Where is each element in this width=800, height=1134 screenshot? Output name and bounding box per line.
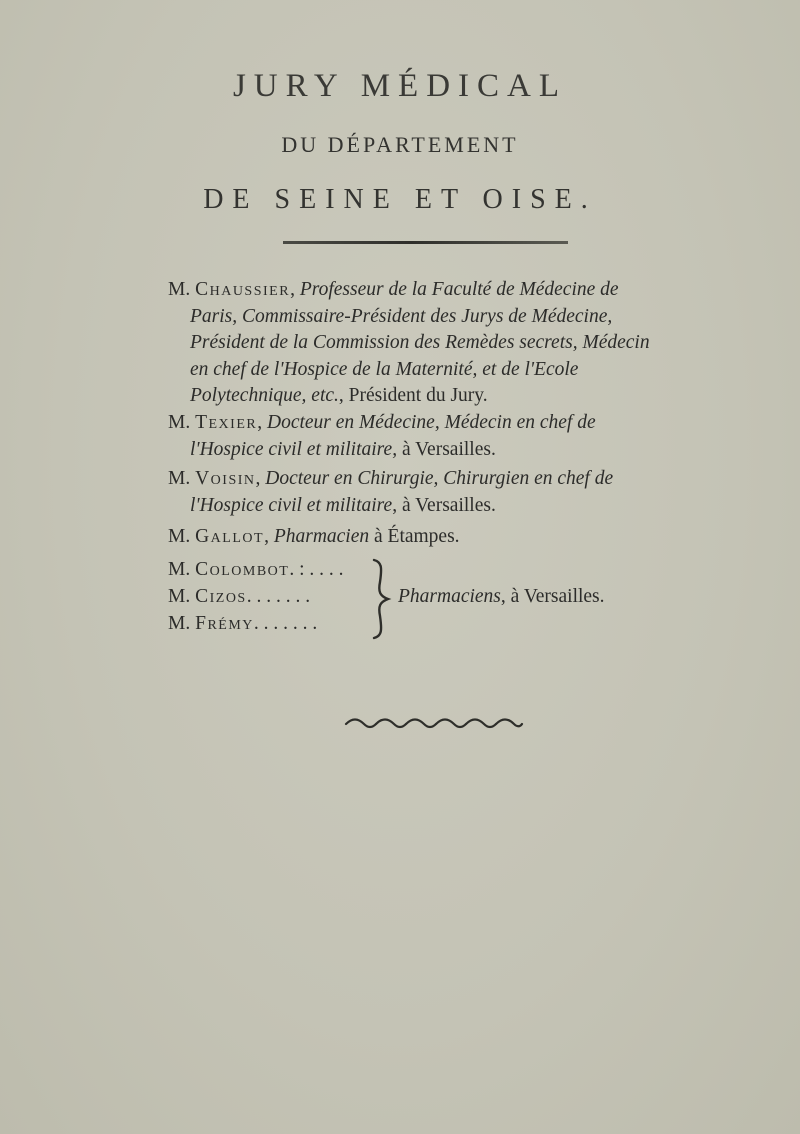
- pharmacist-row: [168, 583, 310, 610]
- entry-line: l'Hospice civil et militaire: [190, 494, 393, 516]
- ornament-divider-icon: [344, 716, 524, 732]
- entry-line: l'Hospice civil et militaire,: [190, 438, 398, 460]
- entry-name: Gallot: [195, 526, 265, 547]
- entry-separator: ,: [257, 412, 263, 433]
- entry-name: Frémy: [195, 613, 254, 634]
- pharmacist-row: [168, 610, 317, 637]
- curly-brace-icon: [368, 558, 392, 640]
- entry-separator: ,: [255, 468, 261, 489]
- entry-name: Chaussier: [195, 279, 291, 300]
- entry-prefix: M.: [168, 613, 191, 634]
- entry-prefix: M.: [168, 412, 191, 433]
- entry-line: Polytechnique, etc.: [190, 385, 339, 406]
- entry-name: Texier: [195, 412, 258, 433]
- role-title: Pharmaciens: [398, 586, 501, 607]
- entry-line: Docteur en Chirurgie, Chirurgien en chef de: [265, 468, 614, 489]
- leader-dots: . . . . . . .: [246, 586, 311, 607]
- leader-dots: . : . . . .: [289, 559, 344, 580]
- entry-gallot: [168, 524, 728, 551]
- entry-prefix: M.: [168, 468, 191, 489]
- role-location: , à Versailles.: [500, 586, 605, 607]
- entry-prefix: M.: [168, 559, 191, 580]
- entry-chaussier: [168, 277, 728, 410]
- entry-prefix: M.: [168, 279, 191, 300]
- entry-prefix: M.: [168, 586, 191, 607]
- pharmacists-role: [398, 583, 605, 610]
- entry-line: Paris, Commissaire-Président des Jurys de Médecine,: [190, 305, 613, 327]
- entry-voisin: [168, 466, 728, 519]
- entry-line: à Versailles.: [397, 438, 496, 460]
- entry-name: Cizos: [195, 586, 247, 607]
- pharmacist-row: [168, 556, 344, 583]
- entry-line: , Président du Jury.: [338, 385, 488, 406]
- entry-name: Colombot: [195, 559, 290, 580]
- entry-texier: [168, 410, 728, 463]
- entry-separator: ,: [290, 279, 295, 300]
- entry-separator: ,: [264, 526, 269, 547]
- entry-line: en chef de l'Hospice de la Maternité, et de l'Ecole: [190, 358, 579, 380]
- pharmacists-group: [168, 556, 728, 646]
- entry-line: , à Versailles.: [392, 494, 496, 516]
- entry-line: Docteur en Médecine, Médecin en chef de: [266, 412, 596, 433]
- entry-line: Pharmacien: [273, 526, 370, 547]
- entry-line: à Étampes.: [369, 526, 460, 547]
- entry-name: Voisin: [195, 468, 256, 489]
- entry-line: Professeur de la Faculté de Médecine de: [299, 279, 619, 300]
- title-seine-et-oise: DE SEINE ET OISE.: [203, 184, 597, 215]
- title-jury-medical: JURY MÉDICAL: [232, 68, 568, 104]
- leader-dots: . . . . . . .: [253, 613, 318, 634]
- title-du-departement: DU DÉPARTEMENT: [281, 132, 519, 157]
- entry-line: Président de la Commission des Remèdes secrets, Médecin: [190, 332, 650, 353]
- title-rule: [283, 241, 568, 244]
- entry-prefix: M.: [168, 526, 191, 547]
